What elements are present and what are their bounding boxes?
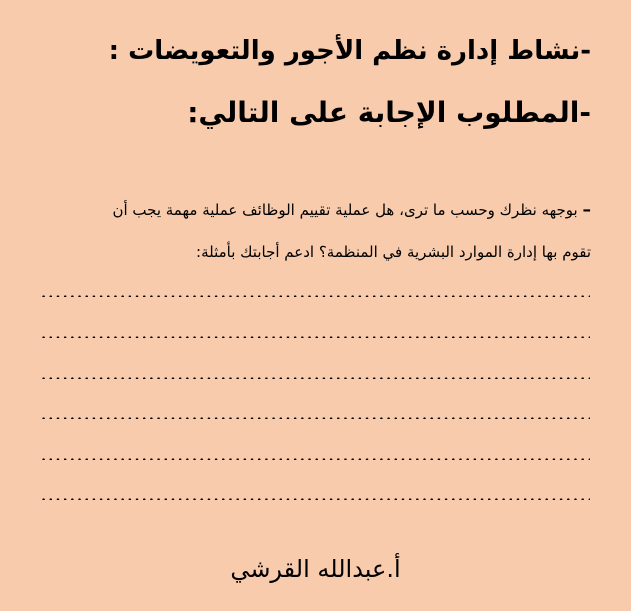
activity-title: -نشاط إدارة نظم الأجور والتعويضات : <box>108 36 591 66</box>
question-line-2 <box>31 232 591 272</box>
answer-line[interactable] <box>40 498 590 500</box>
question-text-line-1: بوجهه نظرك وحسب ما ترى، هل عملية تقييم الوظائف عملية مهمة يجب أن <box>112 201 578 219</box>
question-bullet: – <box>582 200 591 220</box>
question-text-line-2: تقوم بها إدارة الموارد البشرية في المنظمة؟ ادعم أجابتك بأمثلة: <box>196 243 591 261</box>
answer-line[interactable] <box>40 417 590 419</box>
instructions-heading: -المطلوب الإجابة على التالي: <box>187 96 591 129</box>
answer-line[interactable] <box>40 377 590 379</box>
question-line-1 <box>31 190 591 230</box>
answer-line[interactable] <box>40 336 590 338</box>
answer-line[interactable] <box>40 458 590 460</box>
answer-line[interactable] <box>40 295 590 297</box>
author-signature: أ.عبدالله القرشي <box>230 555 401 583</box>
